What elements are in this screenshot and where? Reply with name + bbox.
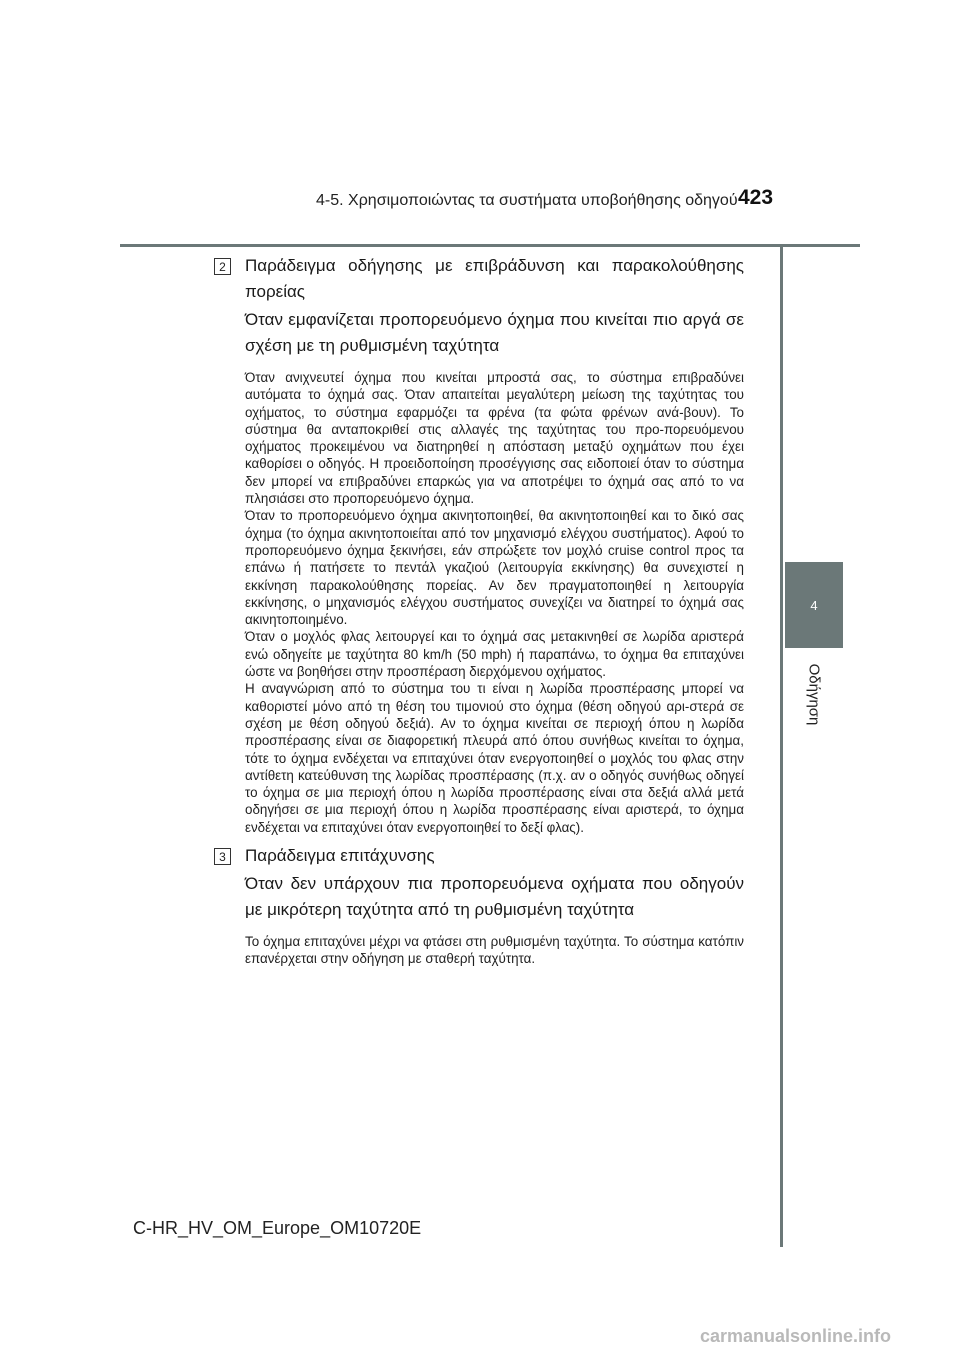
body-paragraph: Όταν το προπορευόμενο όχημα ακινητοποιηθεί, θα ακινητοποιηθεί και το δικό σας όχημα (το όχημα ακινητοποιείται από τον μηχανισμό ελέγχου συστήματος). Αφού το προπορευόμενο όχημα ξεκινήσει, εάν σπρώξετε τον μοχλό cruise control προς τα επάνω ή πατήσετε το πεντάλ γκαζιού (λειτουργία εκκίνησης) θα συνεχιστεί η εκκίνηση παρακολούθησης πορείας. Αν δεν πραγματοποιηθεί η λειτουργία εκκίνησης, ο μηχανισμός ελέγχου συστήματος συνεχίζει να διατηρεί το όχημά σας ακινητοποιημένο. (245, 508, 744, 628)
body-paragraph: Όταν ανιχνευτεί όχημα που κινείται μπροστά σας, το σύστημα επιβραδύνει αυτόματα το όχημά σας. Όταν απαιτείται μεγαλύτερη μείωση της ταχύτητας του οχήματος, το σύστημα εφαρμόζει τα φρένα (τα φώτα φρένων ανά-βουν). Το σύστημα θα ανταποκριθεί στις αλλαγές της ταχύτητας του προ-πορευόμενου οχήματος προκειμένου να διατηρηθεί η απόσταση μεταξύ οχημάτων που έχει καθορίσει ο οδηγός. Η προειδοποίηση προσέγγισης σας ειδοποιεί όταν το σύστημα δεν μπορεί να επιβραδύνει επαρκώς για να αποτρέψει το όχημά σας από το να πλησιάσει στο προπορευόμενο όχημα. (245, 370, 744, 507)
section-step-2 (214, 253, 744, 836)
chapter-number: 4 (810, 597, 818, 613)
section-heading: Παράδειγμα επιτάχυνσης (245, 846, 435, 866)
step-number-box: 2 (214, 258, 231, 275)
header-rule (120, 244, 860, 247)
body-paragraph: Το όχημα επιταχύνει μέχρι να φτάσει στη ρυθμισμένη ταχύτητα. Το σύστημα κατόπιν επανέρχεται στην οδήγηση με σταθερή ταχύτητα. (245, 934, 744, 967)
body-paragraph: Η αναγνώριση από το σύστημα του τι είναι η λωρίδα προσπέρασης μπορεί να καθοριστεί μόνο από τη θέση του τιμονιού στο όχημα (θέση οδηγού αρι-στερά σε σχέση με θέση οδηγού δεξιά). Αν το όχημα κινείται σε περιοχή όπου η λωρίδα προσπέρασης είναι σε διαφορετική πλευρά από όπου συνήθως κινείται το όχημα, τότε το όχημα ενδέχεται να επιταχύνει όταν ενεργοποιηθεί ο μοχλός του φλας στην αντίθετη κατεύθυνση της λωρίδας προσπέρασης (π.χ. αν ο οδηγός συνήθως οδηγεί το όχημα σε μια περιοχή όπου η λωρίδα προσπέρασης είναι στα δεξιά αλλά μετά οδηγήσει σε μια περιοχή όπου η λωρίδα προσπέρασης είναι αριστερά, το όχημα ενδέχεται να επιταχύνει όταν ενεργοποιηθεί το δεξί φλας). (245, 681, 744, 835)
body-paragraph: Όταν ο μοχλός φλας λειτουργεί και το όχημά σας μετακινηθεί σε λωρίδα αριστερά ενώ οδηγείτε με ταχύτητα 80 km/h (50 mph) ή παραπάνω, το όχημα θα επιταχύνει ώστε να βοηθήσει στην προσπέραση διερχόμενου οχήματος. (245, 629, 744, 680)
section-subheading: Όταν εμφανίζεται προπορευόμενο όχημα που κινείται πιο αργά σε σχέση με τη ρυθμισμένη ταχύτητα (245, 310, 744, 355)
document-id-footer: C-HR_HV_OM_Europe_OM10720E (133, 1218, 422, 1238)
chapter-name: Οδήγηση (805, 663, 823, 726)
section-step-3 (214, 843, 744, 968)
main-content (214, 253, 744, 968)
section-body (245, 933, 744, 968)
section-subheading: Όταν δεν υπάρχουν πια προπορευόμενα οχήματα που οδηγούν με μικρότερη ταχύτητα από τη ρυθμισμένη ταχύτητα (245, 874, 744, 920)
section-body (245, 369, 744, 836)
chapter-tab (785, 562, 843, 648)
running-header-title: 4-5. Χρησιμοποιώντας τα συστήματα υποβοήθησης οδηγού (316, 192, 738, 209)
side-rule (780, 247, 783, 1247)
watermark: carmanualsonline.info (700, 1326, 892, 1346)
page-number: 423 (738, 186, 774, 209)
step-number-box: 3 (214, 848, 231, 865)
section-heading: Παράδειγμα οδήγησης με επιβράδυνση και παρακολούθησης πορείας (245, 256, 744, 301)
